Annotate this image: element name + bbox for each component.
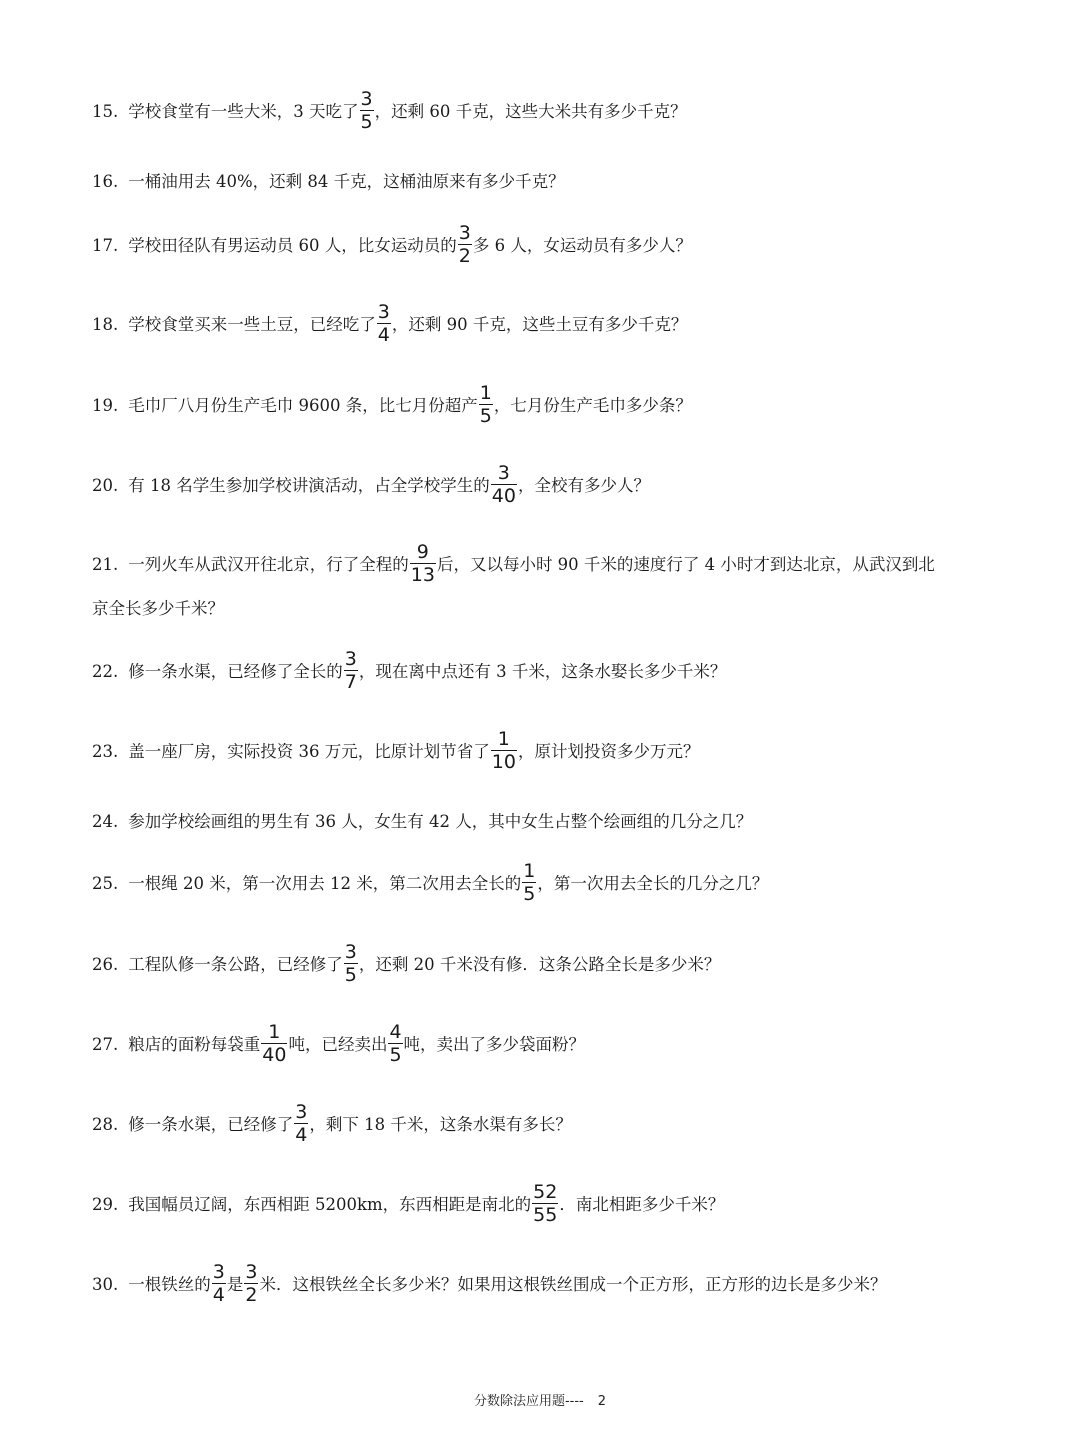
fraction-numerator: 1 bbox=[523, 860, 536, 882]
question-text: ，全校有多少人？ bbox=[517, 476, 650, 495]
fraction-denominator: 4 bbox=[295, 1124, 308, 1146]
question-text: 后，又以每小时 90 千米的速度行了 4 小时才到达北京，从武汉到北 bbox=[436, 555, 935, 574]
question-text: 一列火车从武汉开往北京，行了全程的 bbox=[128, 555, 409, 574]
fraction bbox=[410, 542, 436, 585]
question-28 bbox=[92, 1103, 992, 1147]
question-22 bbox=[92, 650, 992, 694]
fraction bbox=[377, 302, 391, 345]
question-number: 22. bbox=[92, 662, 119, 681]
fraction bbox=[261, 1022, 287, 1065]
question-29 bbox=[92, 1183, 992, 1227]
question-text: 是 bbox=[226, 1275, 244, 1294]
fraction-denominator: 4 bbox=[377, 324, 390, 346]
fraction-numerator: 52 bbox=[533, 1181, 558, 1203]
fraction-denominator: 10 bbox=[491, 751, 516, 773]
fraction bbox=[479, 383, 493, 426]
question-text: 一桶油用去 40%，还剩 84 千克，这桶油原来有多少千克？ bbox=[128, 172, 565, 191]
question-text: 盖一座厂房，实际投资 36 万元，比原计划节省了 bbox=[128, 742, 490, 761]
question-text: 我国幅员辽阔，东西相距 5200km，东西相距是南北的 bbox=[128, 1195, 532, 1214]
fraction bbox=[244, 1262, 258, 1305]
fraction-numerator: 3 bbox=[295, 1101, 308, 1123]
question-text: 修一条水渠，已经修了 bbox=[128, 1115, 294, 1134]
question-30 bbox=[92, 1263, 992, 1307]
fraction-numerator: 1 bbox=[491, 729, 517, 751]
fraction-denominator: 5 bbox=[523, 883, 536, 905]
question-23 bbox=[92, 730, 992, 774]
question-19 bbox=[92, 384, 992, 428]
page-footer bbox=[0, 1390, 1080, 1409]
question-number: 20. bbox=[92, 476, 119, 495]
fraction-numerator: 3 bbox=[360, 88, 373, 110]
fraction-numerator: 3 bbox=[344, 941, 357, 963]
question-25 bbox=[92, 862, 992, 906]
question-text: ，现在离中点还有 3 千米，这条水娶长多少千米？ bbox=[358, 662, 727, 681]
fraction-numerator: 3 bbox=[212, 1261, 225, 1283]
fraction-denominator: 55 bbox=[533, 1204, 558, 1226]
question-text: 工程队修一条公路，已经修了 bbox=[128, 955, 343, 974]
question-text: ，还剩 20 千米没有修．这条公路全长是多少米？ bbox=[358, 955, 721, 974]
question-text: ，第一次用去全长的几分之几？ bbox=[537, 874, 769, 893]
fraction-numerator: 1 bbox=[479, 382, 492, 404]
question-text: ，还剩 90 千克，这些土豆有多少千克？ bbox=[391, 315, 688, 334]
question-number: 23. bbox=[92, 742, 119, 761]
question-text: 米．这根铁丝全长多少米？如果用这根铁丝围成一个正方形，正方形的边长是多少米？ bbox=[259, 1275, 887, 1294]
fraction bbox=[344, 942, 358, 985]
question-18 bbox=[92, 303, 992, 347]
fraction bbox=[294, 1102, 308, 1145]
fraction-denominator: 5 bbox=[360, 111, 373, 133]
footer-title: 分数除法应用题---- bbox=[473, 1394, 584, 1409]
question-text: 修一条水渠，已经修了全长的 bbox=[128, 662, 343, 681]
fraction bbox=[532, 1182, 558, 1225]
fraction bbox=[491, 463, 517, 506]
question-text: 一根绳 20 米，第一次用去 12 米，第二次用去全长的 bbox=[128, 874, 522, 893]
question-text: 有 18 名学生参加学校讲演活动，占全学校学生的 bbox=[128, 476, 490, 495]
fraction-numerator: 4 bbox=[389, 1021, 402, 1043]
fraction bbox=[458, 223, 472, 266]
question-27 bbox=[92, 1023, 992, 1067]
question-text: ，原计划投资多少万元？ bbox=[517, 742, 700, 761]
question-text: 多 6 人，女运动员有多少人？ bbox=[472, 236, 692, 255]
question-text: 一根铁丝的 bbox=[128, 1275, 211, 1294]
question-20 bbox=[92, 464, 992, 508]
fraction-denominator: 2 bbox=[458, 245, 471, 267]
fraction-denominator: 5 bbox=[479, 405, 492, 427]
question-number: 24. bbox=[92, 812, 119, 831]
question-text: 学校田径队有男运动员 60 人，比女运动员的 bbox=[128, 236, 457, 255]
question-text: 吨，已经卖出 bbox=[288, 1035, 388, 1054]
fraction-numerator: 3 bbox=[245, 1261, 258, 1283]
question-text: 毛巾厂八月份生产毛巾 9600 条，比七月份超产 bbox=[128, 396, 478, 415]
question-number: 29. bbox=[92, 1195, 119, 1214]
question-text: 粮店的面粉每袋重 bbox=[128, 1035, 261, 1054]
fraction-denominator: 13 bbox=[410, 564, 435, 586]
question-text: ，剩下 18 千米，这条水渠有多长？ bbox=[309, 1115, 572, 1134]
fraction-denominator: 4 bbox=[212, 1284, 225, 1306]
question-number: 26. bbox=[92, 955, 119, 974]
fraction-denominator: 5 bbox=[344, 964, 357, 986]
question-text: ，七月份生产毛巾多少条？ bbox=[493, 396, 692, 415]
question-21 bbox=[92, 543, 992, 631]
fraction-denominator: 5 bbox=[389, 1044, 402, 1066]
question-text: 学校食堂买来一些土豆，已经吃了 bbox=[128, 315, 376, 334]
question-number: 30. bbox=[92, 1275, 119, 1294]
fraction bbox=[388, 1022, 402, 1065]
question-text: ．南北相距多少千米？ bbox=[559, 1195, 725, 1214]
question-number: 28. bbox=[92, 1115, 119, 1134]
question-number: 25. bbox=[92, 874, 119, 893]
question-text: 学校食堂有一些大米，3 天吃了 bbox=[128, 102, 359, 121]
fraction-numerator: 1 bbox=[261, 1022, 287, 1044]
question-number: 18. bbox=[92, 315, 119, 334]
fraction bbox=[491, 729, 517, 772]
question-text: ，还剩 60 千克，这些大米共有多少千克？ bbox=[374, 102, 687, 121]
question-26 bbox=[92, 943, 992, 987]
fraction-numerator: 3 bbox=[491, 463, 517, 485]
question-15 bbox=[92, 90, 992, 134]
fraction-denominator: 7 bbox=[344, 671, 357, 693]
fraction-numerator: 3 bbox=[458, 222, 471, 244]
fraction-denominator: 40 bbox=[262, 1044, 287, 1066]
question-number: 16. bbox=[92, 172, 119, 191]
question-text: 吨，卖出了多少袋面粉？ bbox=[403, 1035, 586, 1054]
question-text-continued: 京全长多少千米？ bbox=[92, 599, 224, 618]
question-16 bbox=[92, 160, 992, 204]
question-number: 19. bbox=[92, 396, 119, 415]
page-number: 2 bbox=[597, 1394, 607, 1409]
fraction bbox=[344, 649, 358, 692]
fraction-denominator: 2 bbox=[245, 1284, 258, 1306]
fraction-denominator: 40 bbox=[491, 485, 516, 507]
question-number: 17. bbox=[92, 236, 119, 255]
fraction-numerator: 9 bbox=[410, 542, 436, 564]
question-text: 参加学校绘画组的男生有 36 人，女生有 42 人，其中女生占整个绘画组的几分之几？ bbox=[128, 812, 753, 831]
question-number: 21. bbox=[92, 555, 119, 574]
fraction bbox=[360, 89, 374, 132]
question-number: 27. bbox=[92, 1035, 119, 1054]
fraction bbox=[522, 861, 536, 904]
fraction bbox=[212, 1262, 226, 1305]
question-24 bbox=[92, 800, 992, 844]
fraction-numerator: 3 bbox=[377, 301, 390, 323]
question-number: 15. bbox=[92, 102, 119, 121]
question-17 bbox=[92, 224, 992, 268]
fraction-numerator: 3 bbox=[344, 648, 357, 670]
